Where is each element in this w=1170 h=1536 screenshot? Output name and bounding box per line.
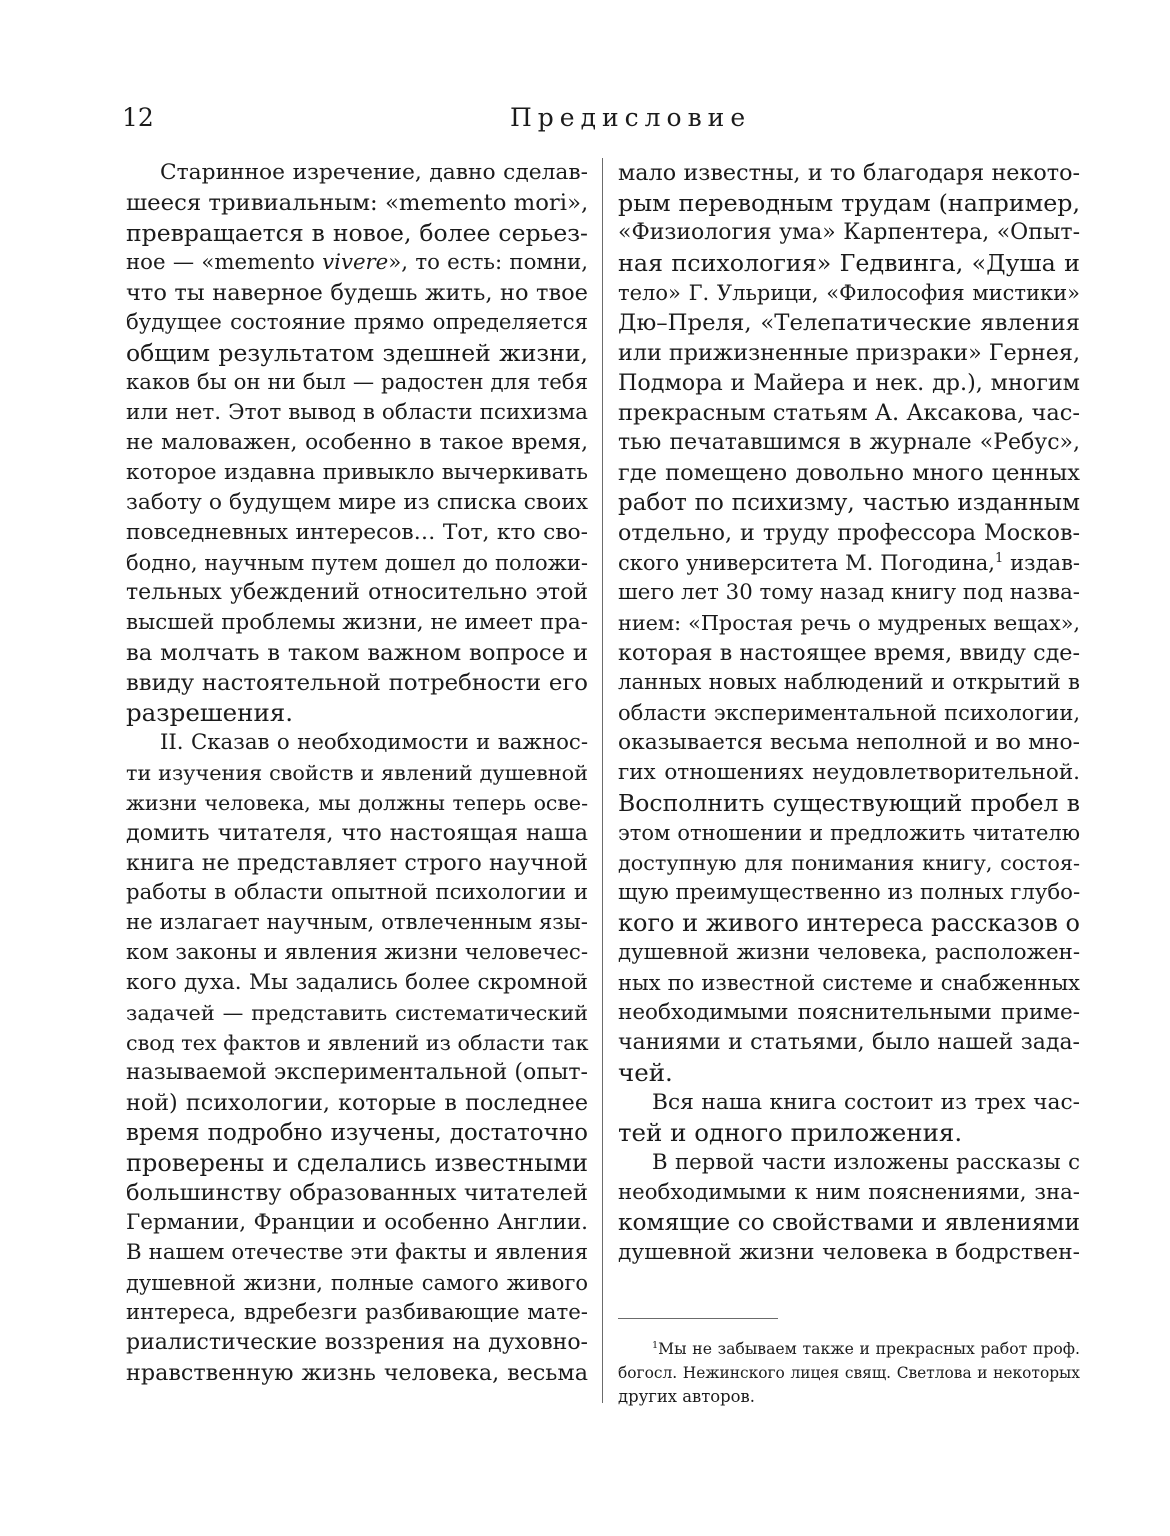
text-line: ных по известной системе и снабженных — [618, 971, 1080, 995]
text-line: душевной жизни человека в бодрствен- — [618, 1240, 1080, 1265]
text-line: шееся тривиальным: «memento mori», — [126, 190, 589, 216]
text-line: домить читателя, что настоящая наша — [126, 820, 588, 846]
text-line: В первой части изложены рассказы с — [652, 1150, 1080, 1175]
text-line: свод тех фактов и явлений из области так — [126, 1031, 589, 1055]
footnote-line: других авторов. — [618, 1387, 755, 1406]
text-line: или нет. Этот вывод в области психизма — [126, 400, 588, 425]
footnote-reference[interactable]: 1 — [994, 551, 1004, 566]
text-line: этом отношении и предложить читателю — [618, 821, 1080, 845]
text-line: прекрасным статьям А. Аксакова, час- — [618, 400, 1080, 426]
text-line: В нашем отечестве эти факты и явления — [126, 1240, 588, 1265]
footnote-marker: 1 — [652, 1339, 659, 1351]
text-line-with-footnote-ref — [618, 548, 1080, 578]
text-line: или прижизненные призраки» Гернея, — [618, 340, 1081, 366]
footnote-rule — [618, 1318, 778, 1319]
text-line: Подмора и Майера и нек. др.), многим — [618, 370, 1080, 396]
text-line: комящие со свойствами и явлениями — [618, 1209, 1080, 1236]
text-line: «Физиология ума» Карпентера, «Опыт- — [618, 220, 1080, 245]
text-fragment: », то есть: помни, — [388, 250, 588, 275]
text-line: душевной жизни, полные самого живого — [126, 1271, 588, 1295]
text-line: время подробно изучены, достаточно — [126, 1120, 588, 1146]
text-line: книга не представляет строго научной — [126, 850, 588, 876]
text-line: необходимыми к ним пояснениями, зна- — [618, 1180, 1080, 1205]
text-line: оказывается весьма неполной и во мно- — [618, 730, 1080, 755]
text-fragment: издав- — [1003, 551, 1080, 575]
text-line: Германии, Франции и особенно Англии. — [126, 1210, 588, 1235]
text-line: кого духа. Мы задались более скромной — [126, 970, 588, 995]
text-line: будущее состояние прямо определяется — [126, 310, 588, 335]
page-number: 12 — [122, 103, 154, 132]
text-fragment: ное — «memento — [126, 250, 323, 275]
italic-word: vivere — [322, 250, 389, 275]
text-fragment: ского университета М. Погодина, — [618, 551, 995, 575]
text-line: мало известны, и то благодаря некото- — [618, 160, 1080, 186]
text-line: повседневных интересов… Тот, кто сво- — [126, 520, 588, 545]
text-line: не маловажен, особенно в такое время, — [126, 430, 588, 455]
text-line: ланных новых наблюдений и открытий в — [618, 670, 1080, 695]
text-line: высшей проблемы жизни, не имеет пра- — [126, 610, 588, 635]
text-line: кого и живого интереса рассказов о — [618, 909, 1080, 937]
footnote-line: богосл. Нежинского лицея свящ. Светлова и некоторых — [618, 1364, 1080, 1382]
text-line: интереса, вдребезги разбивающие мате- — [126, 1300, 588, 1325]
text-line: необходимыми пояснительными приме- — [618, 1000, 1080, 1025]
text-line: чей. — [618, 1058, 673, 1087]
column-divider — [602, 158, 603, 1403]
text-line: бодно, научным путем дошел до положи- — [126, 551, 588, 575]
text-line: ти изучения свойств и явлений душевной — [126, 761, 588, 785]
text-line: тельных убеждений относительно этой — [126, 580, 588, 605]
text-line: рым переводным трудам (например, — [618, 189, 1080, 217]
text-line: разрешения. — [126, 698, 294, 727]
text-line: которое издавна привыкло вычеркивать — [126, 460, 588, 485]
text-line: гих отношениях неудовлетворительной. — [618, 760, 1080, 785]
text-line: называемой экспериментальной (опыт- — [126, 1060, 588, 1085]
text-line: шего лет 30 тому назад книгу под назва- — [618, 580, 1080, 605]
text-line: Восполнить существующий пробел в — [618, 789, 1080, 817]
text-line: тело» Г. Ульрици, «Философия мистики» — [618, 281, 1080, 305]
right-column — [618, 158, 1080, 1268]
text-line: Вся наша книга состоит из трех час- — [652, 1090, 1080, 1115]
text-line: которая в настоящее время, ввиду сде- — [618, 640, 1080, 666]
text-line: ва молчать в таком важном вопросе и — [126, 640, 588, 666]
running-head: Предисловие — [510, 103, 752, 132]
text-line: жизни человека, мы должны теперь осве- — [126, 791, 588, 815]
text-line: проверены и сделались известными — [126, 1149, 588, 1177]
text-line: работы в области опытной психологии и — [126, 880, 588, 905]
text-line-with-italic — [126, 248, 588, 278]
footnote-line — [618, 1337, 1080, 1361]
text-line: работ по психизму, частью изданным — [618, 490, 1080, 516]
text-line: отдельно, и труду профессора Москов- — [618, 520, 1080, 546]
text-line: нравственную жизнь человека, весьма — [126, 1360, 588, 1386]
left-column — [126, 158, 588, 1388]
text-line: общим результатом здешней жизни, — [126, 339, 588, 367]
text-line: риалистические воззрения на духовно- — [126, 1330, 588, 1355]
text-line: области экспериментальной психологии, — [618, 701, 1080, 725]
text-line: нием: «Простая речь о мудреных вещах», — [618, 611, 1080, 635]
text-line: Дю–Преля, «Телепатические явления — [618, 310, 1080, 336]
footnote-text: Мы не забываем также и прекрасных работ проф. — [658, 1339, 1080, 1358]
text-line: тей и одного приложения. — [618, 1118, 963, 1147]
text-line: ная психология» Гедвинга, «Душа и — [618, 249, 1080, 277]
text-line: каков бы он ни был — радостен для тебя — [126, 370, 588, 395]
text-line: щую преимущественно из полных глубо- — [618, 880, 1081, 905]
text-line: не излагает научным, отвлеченным язы- — [126, 910, 588, 935]
text-line: Старинное изречение, давно сделав- — [160, 160, 588, 185]
text-line: большинству образованных читателей — [126, 1180, 588, 1206]
footnote — [618, 1337, 1080, 1409]
text-line: превращается в новое, более серьез- — [126, 219, 588, 247]
text-line: чаниями и статьями, было нашей зада- — [618, 1030, 1080, 1055]
text-line: где помещено довольно много ценных — [618, 460, 1080, 486]
text-line: доступную для понимания книгу, состоя- — [618, 851, 1080, 875]
text-line: заботу о будущем мире из списка своих — [126, 490, 588, 515]
text-line: II. Сказав о необходимости и важнос- — [160, 730, 588, 755]
text-line: задачей — представить систематический — [126, 1001, 588, 1025]
text-line: ком законы и явления жизни человечес- — [126, 940, 588, 965]
text-line: ввиду настоятельной потребности его — [126, 670, 588, 696]
text-line: что ты наверное будешь жить, но твое — [126, 280, 588, 306]
text-line: тью печатавшимся в журнале «Ребус», — [618, 430, 1080, 455]
text-line: ной) психологии, которые в последнее — [126, 1090, 588, 1116]
text-line: душевной жизни человека, расположен- — [618, 940, 1080, 965]
